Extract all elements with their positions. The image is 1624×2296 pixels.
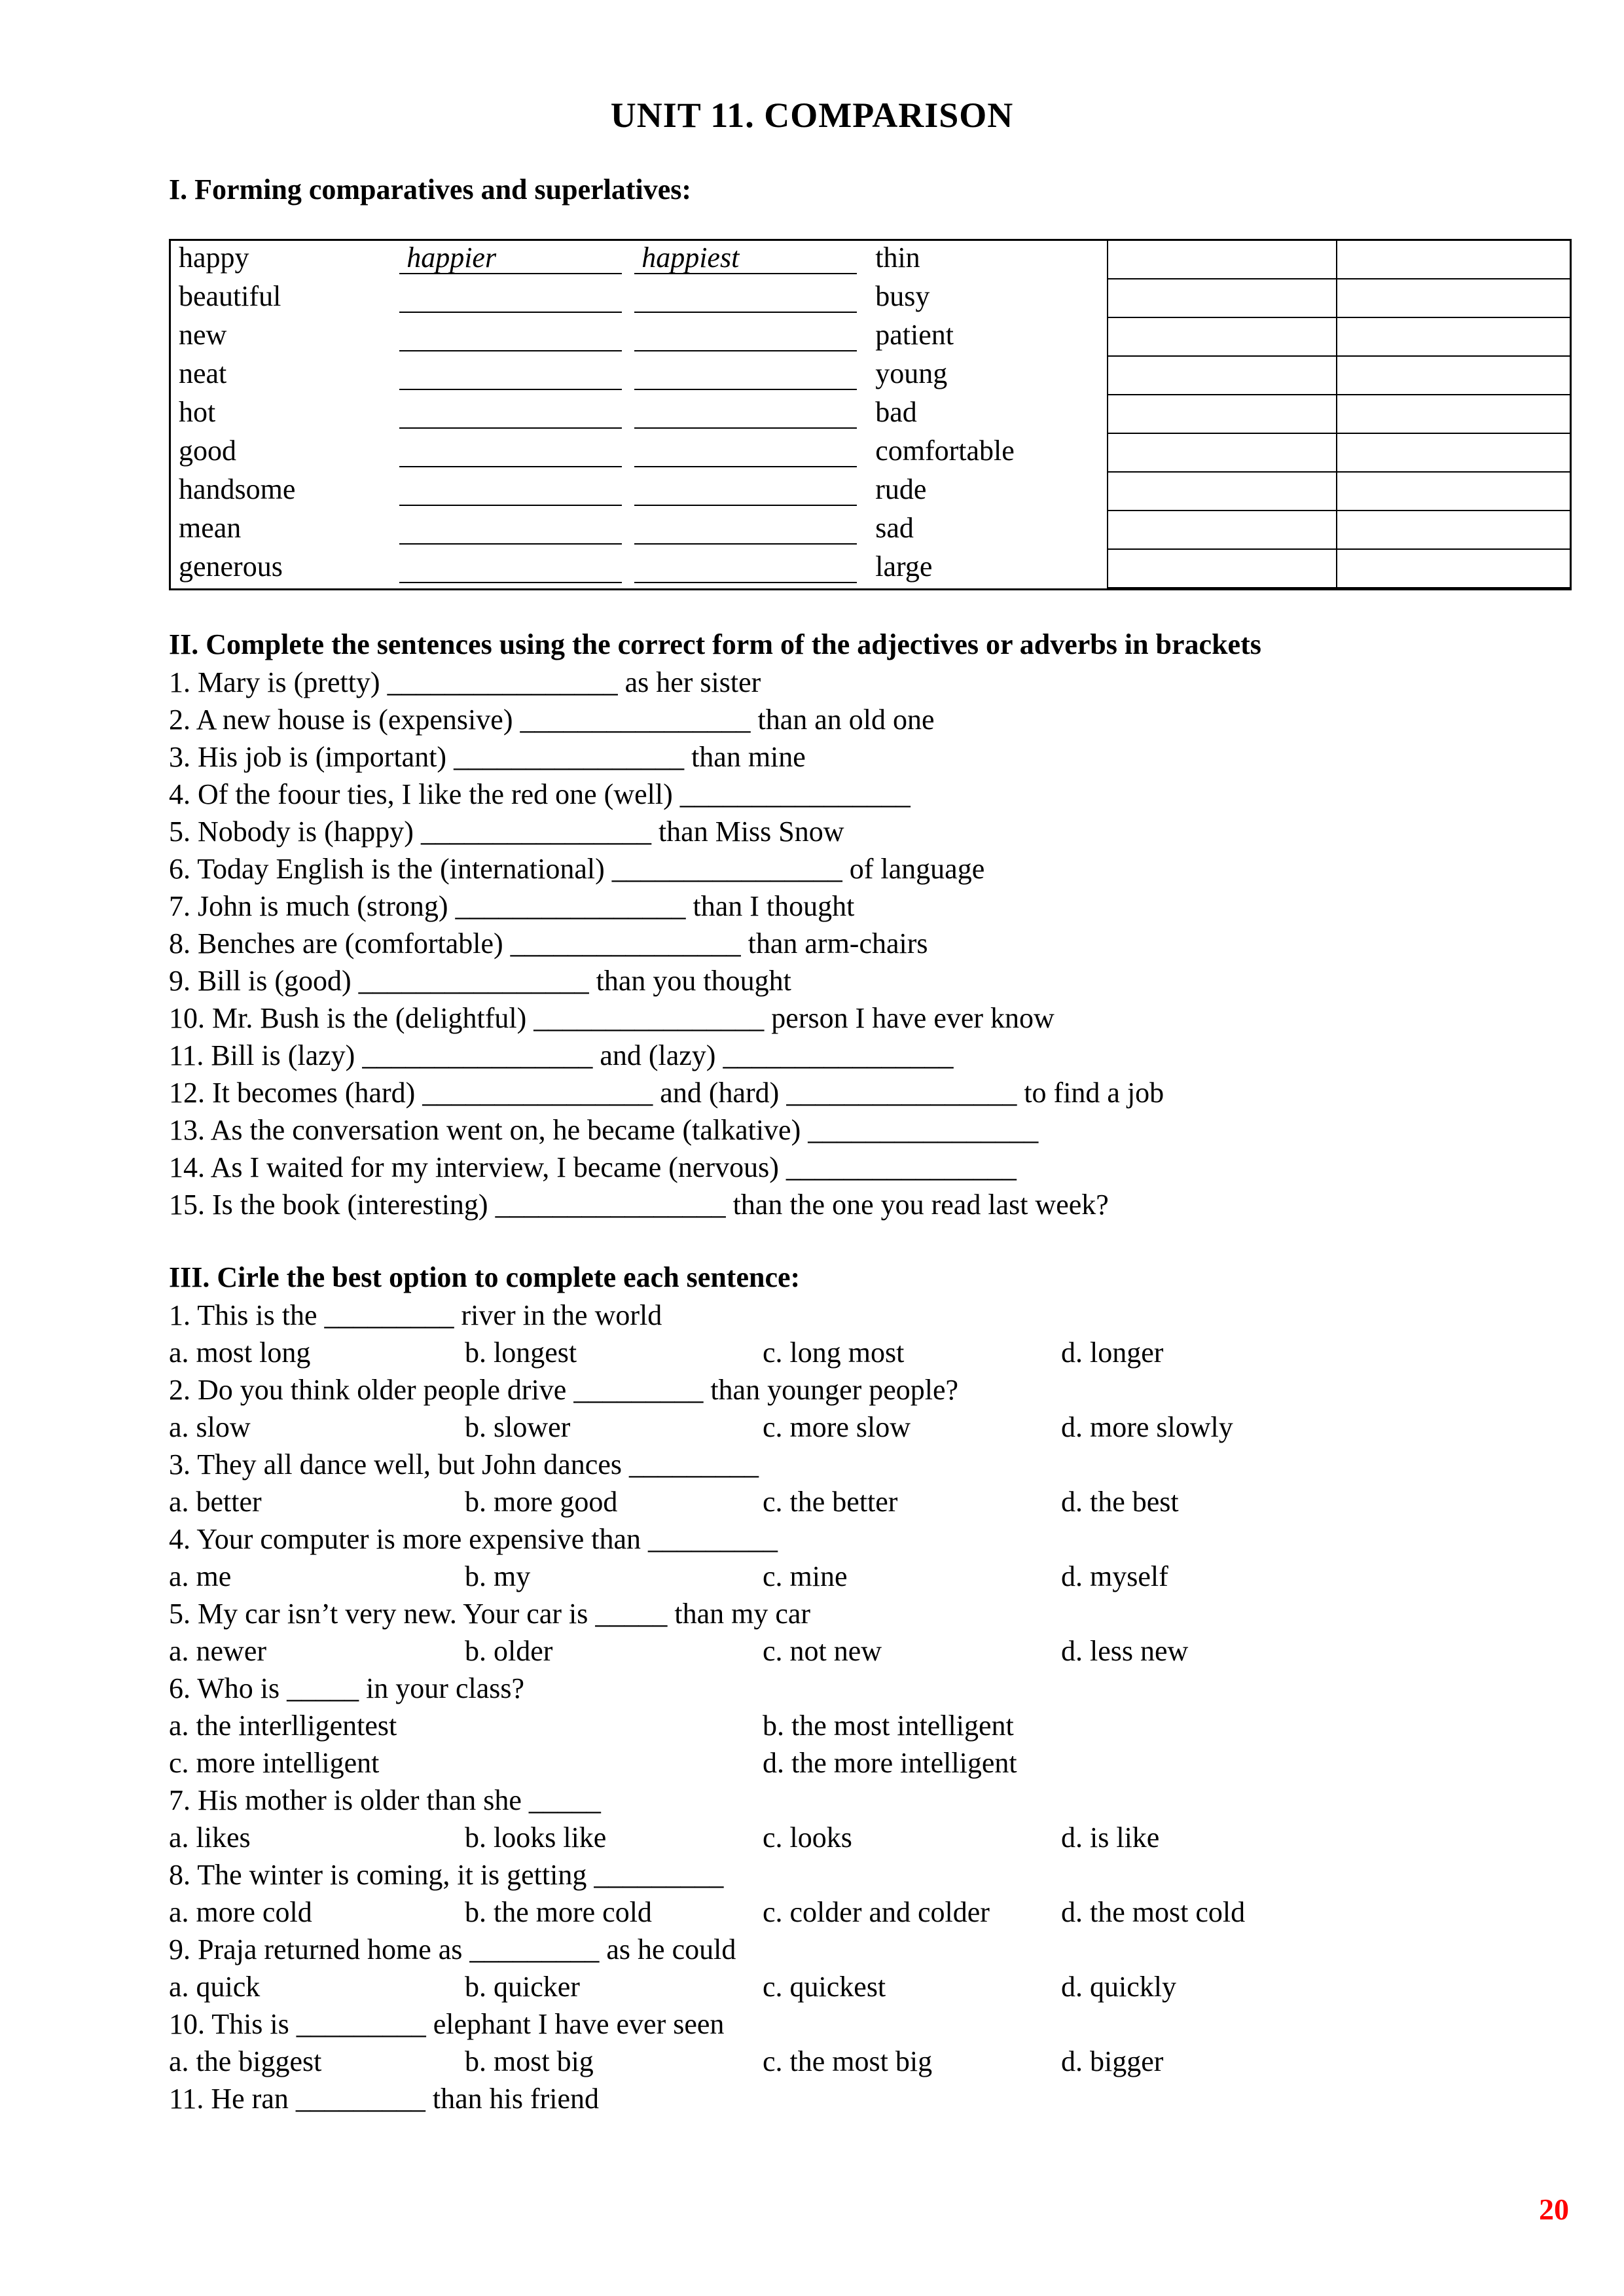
section3-heading: III. Cirle the best option to complete each sentence:: [169, 1261, 801, 1293]
adjective-cell: handsome: [179, 473, 296, 505]
option-d: d. more slowly: [1061, 1411, 1233, 1443]
comparison-table: [169, 239, 1572, 590]
blank-cell: [1107, 318, 1336, 357]
option-d: d. longer: [1061, 1336, 1164, 1369]
adjective-cell: neat: [179, 357, 227, 389]
adjective-cell: sad: [875, 512, 914, 544]
option-a: a. quick: [169, 1971, 261, 2003]
option-a: a. likes: [169, 1821, 251, 1854]
adjective-cell: rude: [875, 473, 927, 505]
question-text: 7. His mother is older than she _____: [169, 1784, 601, 1816]
option-b: b. most big: [465, 2045, 594, 2077]
option-a: a. me: [169, 1560, 232, 1592]
adjective-cell: bad: [875, 396, 917, 428]
option-d: d. the more intelligent: [763, 1747, 1017, 1779]
option-row: [169, 1334, 1572, 1371]
option-b: b. looks like: [465, 1821, 607, 1854]
question-text: 9. Praja returned home as _________ as he could: [169, 1933, 736, 1965]
adjective-cell: happy: [179, 242, 249, 274]
comparative-blank-cell: [397, 357, 632, 395]
adjective-cell: beautiful: [179, 280, 281, 312]
sentence-item: 10. Mr. Bush is the (delightful) ________________ person I have ever know: [169, 1002, 1055, 1034]
sentence-item: 4. Of the foour ties, I like the red one (well) ________________: [169, 778, 911, 810]
option-b: b. older: [465, 1635, 553, 1667]
superlative-blank-cell: [632, 511, 867, 550]
blank-cell: [1336, 357, 1570, 395]
comparative-blank-cell: [397, 434, 632, 473]
option-row: [169, 1893, 1572, 1931]
sentence-item: 15. Is the book (interesting) ________________ than the one you read last week?: [169, 1189, 1109, 1221]
sentence-item: 11. Bill is (lazy) ________________ and (lazy) ________________: [169, 1039, 954, 1071]
sentence-item: 13. As the conversation went on, he became (talkative) ________________: [169, 1114, 1039, 1146]
comparative-blank-cell: [397, 473, 632, 511]
option-b: b. quicker: [465, 1971, 580, 2003]
adjective-cell: busy: [875, 280, 930, 312]
adjective-cell: new: [179, 319, 227, 351]
sentence-item: 8. Benches are (comfortable) ________________ than arm-chairs: [169, 927, 928, 960]
superlative-blank-cell: [632, 357, 867, 395]
comparative-blank-cell: [397, 395, 632, 434]
option-c: c. long most: [763, 1336, 905, 1369]
superlative-blank-cell: [632, 434, 867, 473]
blank-cell: [1107, 511, 1336, 550]
option-c: c. looks: [763, 1821, 852, 1854]
option-d: d. myself: [1061, 1560, 1168, 1592]
option-a: a. more cold: [169, 1896, 312, 1928]
sentence-item: 9. Bill is (good) ________________ than you thought: [169, 965, 791, 997]
blank-cell: [1107, 434, 1336, 473]
question-text: 4. Your computer is more expensive than _________: [169, 1523, 778, 1555]
adjective-cell: thin: [875, 242, 920, 274]
blank-cell: [1107, 473, 1336, 511]
comparative-blank-cell: [397, 318, 632, 357]
sentence-item: 7. John is much (strong) ________________ than I thought: [169, 890, 855, 922]
option-d: d. the best: [1061, 1486, 1179, 1518]
blank-cell: [1107, 395, 1336, 434]
blank-cell: [1336, 550, 1570, 588]
question-text: 6. Who is _____ in your class?: [169, 1672, 525, 1704]
adjective-cell: hot: [179, 396, 216, 428]
comparative-blank-cell: [397, 550, 632, 588]
section2-heading: II. Complete the sentences using the correct form of the adjectives or adverbs in brackets: [169, 628, 1261, 660]
option-c: c. not new: [763, 1635, 882, 1667]
comparative-blank-cell: [397, 511, 632, 550]
blank-cell: [1107, 241, 1336, 279]
superlative-blank-cell: [632, 279, 867, 318]
option-b: b. the most intelligent: [763, 1710, 1014, 1742]
option-row: [169, 1819, 1572, 1856]
sentence-item: 3. His job is (important) ________________ than mine: [169, 741, 806, 773]
question-text: 3. They all dance well, but John dances _________: [169, 1448, 759, 1480]
superlative-blank-cell: [632, 550, 867, 588]
option-c: c. the better: [763, 1486, 898, 1518]
adjective-cell: good: [179, 435, 236, 467]
option-c: c. more intelligent: [169, 1747, 380, 1779]
option-b: b. my: [465, 1560, 531, 1592]
comparative-blank-cell: [397, 279, 632, 318]
option-c: c. quickest: [763, 1971, 886, 2003]
option-c: c. more slow: [763, 1411, 911, 1443]
sentence-item: 14. As I waited for my interview, I became (nervous) ________________: [169, 1151, 1017, 1183]
sentence-item: 12. It becomes (hard) ________________ and (hard) ________________ to find a job: [169, 1077, 1164, 1109]
adjective-cell: generous: [179, 550, 283, 583]
sentence-item: 6. Today English is the (international) ________________ of language: [169, 853, 985, 885]
blank-cell: [1336, 511, 1570, 550]
option-row: [169, 1483, 1572, 1520]
option-b: b. the more cold: [465, 1896, 652, 1928]
option-a: a. newer: [169, 1635, 267, 1667]
question-text: 8. The winter is coming, it is getting _________: [169, 1859, 724, 1891]
question-text: 1. This is the _________ river in the world: [169, 1299, 662, 1331]
question-text: 10. This is _________ elephant I have ever seen: [169, 2008, 725, 2040]
blank-cell: [1107, 279, 1336, 318]
option-a: a. the interlligentest: [169, 1710, 397, 1742]
adjective-cell: large: [875, 550, 933, 583]
option-b: b. longest: [465, 1336, 577, 1369]
option-row: [169, 2043, 1572, 2080]
section1-heading: I. Forming comparatives and superlatives:: [169, 173, 692, 206]
sentence-item: 5. Nobody is (happy) ________________ than Miss Snow: [169, 816, 844, 848]
question-text: 5. My car isn’t very new. Your car is _____ than my car: [169, 1598, 811, 1630]
page-number: 20: [1539, 2193, 1569, 2226]
option-d: d. the most cold: [1061, 1896, 1246, 1928]
option-d: d. quickly: [1061, 1971, 1176, 2003]
option-b: b. more good: [465, 1486, 618, 1518]
option-row: [169, 1408, 1572, 1446]
superlative-example-cell: happiest: [632, 241, 867, 279]
option-c: c. mine: [763, 1560, 848, 1592]
option-row: [169, 1558, 1572, 1595]
blank-cell: [1107, 357, 1336, 395]
blank-cell: [1336, 434, 1570, 473]
blank-cell: [1336, 473, 1570, 511]
superlative-blank-cell: [632, 395, 867, 434]
sentence-item: 1. Mary is (pretty) ________________ as her sister: [169, 666, 761, 698]
comparative-example-cell: happier: [397, 241, 632, 279]
adjective-cell: comfortable: [875, 435, 1015, 467]
blank-cell: [1336, 241, 1570, 279]
option-d: d. is like: [1061, 1821, 1160, 1854]
option-d: d. bigger: [1061, 2045, 1164, 2077]
blank-cell: [1336, 279, 1570, 318]
option-d: d. less new: [1061, 1635, 1189, 1667]
adjective-cell: young: [875, 357, 948, 389]
superlative-blank-cell: [632, 318, 867, 357]
blank-cell: [1107, 550, 1336, 588]
option-a: a. the biggest: [169, 2045, 322, 2077]
adjective-cell: patient: [875, 319, 954, 351]
blank-cell: [1336, 395, 1570, 434]
sentence-item: 2. A new house is (expensive) ________________ than an old one: [169, 704, 935, 736]
blank-cell: [1336, 318, 1570, 357]
option-row: [169, 1968, 1572, 2005]
superlative-blank-cell: [632, 473, 867, 511]
option-a: a. slow: [169, 1411, 251, 1443]
option-c: c. colder and colder: [763, 1896, 990, 1928]
question-text: 11. He ran _________ than his friend: [169, 2083, 600, 2115]
adjective-cell: mean: [179, 512, 242, 544]
option-b: b. slower: [465, 1411, 571, 1443]
option-row: [169, 1632, 1572, 1670]
option-c: c. the most big: [763, 2045, 933, 2077]
option-row: [169, 1744, 1572, 1782]
question-text: 2. Do you think older people drive _________ than younger people?: [169, 1374, 959, 1406]
option-a: a. better: [169, 1486, 262, 1518]
option-a: a. most long: [169, 1336, 311, 1369]
page-title: UNIT 11. COMPARISON: [610, 96, 1014, 135]
option-row: [169, 1707, 1572, 1744]
